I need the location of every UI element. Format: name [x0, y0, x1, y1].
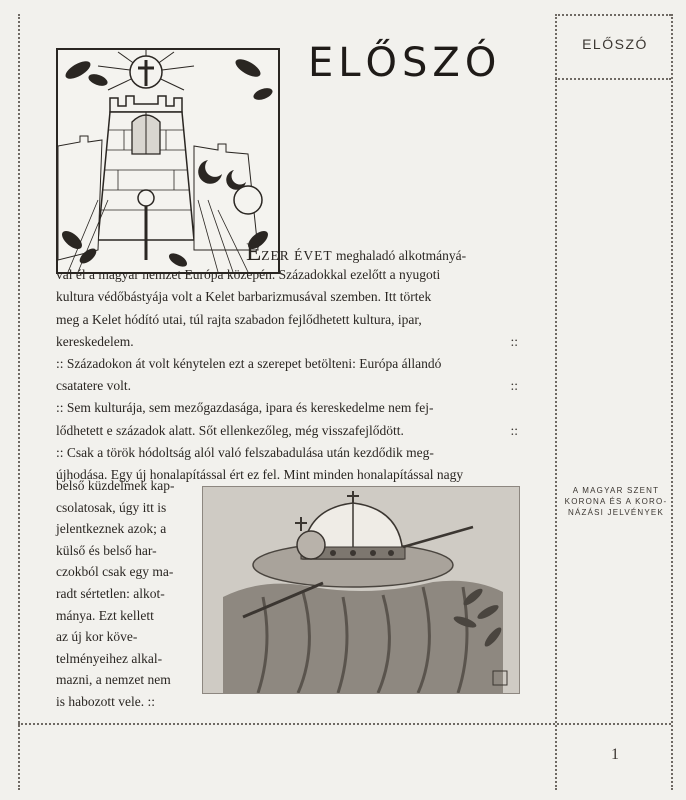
line-text: val él a magyar nemzet Európa közepén. Századokkal ezelőtt a nyugoti	[56, 267, 441, 283]
frame-line-left	[18, 14, 20, 790]
drop-cap: E	[246, 239, 262, 266]
text-line	[56, 331, 518, 353]
frame-line-top	[555, 14, 671, 16]
frame-line-bottom	[18, 723, 671, 725]
page-title: ELŐSZÓ	[308, 40, 502, 86]
narrow-text-line: czokból csak egy ma-	[56, 564, 174, 580]
text-line	[56, 239, 518, 266]
text-line	[56, 420, 518, 442]
text-line	[56, 397, 518, 419]
text-line	[56, 264, 518, 286]
narrow-text-line: mazni, a nemzet nem	[56, 672, 171, 688]
narrow-text-line: az új kor köve-	[56, 629, 138, 645]
narrow-text-line: radt sértetlen: alkot-	[56, 585, 165, 601]
line-text: meg a Kelet hódító utai, túl rajta szabadon fejlődhetett kultura, ipar,	[56, 311, 422, 327]
text-line	[56, 375, 518, 397]
text-line	[56, 442, 518, 464]
line-text: :: Századokon át volt kénytelen ezt a szerepet betölteni: Európa állandó	[56, 355, 442, 371]
line-text: csatatere volt.	[56, 378, 131, 394]
holy-crown-regalia-plate	[202, 486, 520, 694]
narrow-text-line: jelentkeznek azok; a	[56, 521, 167, 537]
illustration-caption: A MAGYAR SZENT KORONA ÉS A KORO-NÁZÁSI JELVÉNYEK	[564, 486, 668, 517]
line-text: meghaladó alkotmányá-	[332, 248, 467, 263]
frame-line-header	[555, 78, 671, 80]
line-text: lődhetett e századok alatt. Sőt ellenkezőleg, még visszafejlődött.	[56, 422, 404, 438]
body-text	[56, 239, 518, 486]
narrow-text-line: csolatosak, úgy itt is	[56, 499, 167, 515]
frame-line-right	[671, 14, 673, 790]
running-title: ELŐSZÓ	[582, 36, 648, 52]
line-text: kereskedelem.	[56, 333, 134, 349]
line-text: kultura védőbástyája volt a Kelet barbarizmusával szemben. Itt törtek	[56, 289, 432, 305]
narrow-text-line: belső küzdelmek kap-	[56, 478, 175, 493]
narrow-text-line: külső és belső har-	[56, 542, 157, 558]
narrow-column-text	[56, 475, 196, 713]
line-text: újhodása. Egy új honalapítással ért ez fel. Mint minden honalapítással nagy	[56, 466, 464, 482]
line-text: :: Csak a török hódoltság alól való felszabadulása után kezdődik meg-	[56, 444, 434, 460]
frame-line-middle	[555, 14, 557, 790]
text-line	[56, 286, 518, 308]
text-line	[56, 353, 518, 375]
ornament-marker: ::	[510, 378, 518, 394]
ornament-marker: ::	[510, 333, 518, 349]
woodcut-drawing	[58, 50, 278, 272]
ornament-marker: ::	[510, 422, 518, 438]
page-number: 1	[611, 746, 619, 763]
crown-regalia-icon	[203, 487, 519, 693]
line-text: :: Sem kulturája, sem mezőgazdasága, ipara és kereskedelme nem fej-	[56, 400, 434, 416]
narrow-text-line: mánya. Ezt kellett	[56, 607, 154, 623]
narrow-text-line: telményeihez alkal-	[56, 650, 163, 666]
narrow-text-line: is habozott vele. ::	[56, 693, 155, 709]
text-line	[56, 309, 518, 331]
opening-words: ZER ÉVET	[261, 248, 333, 263]
